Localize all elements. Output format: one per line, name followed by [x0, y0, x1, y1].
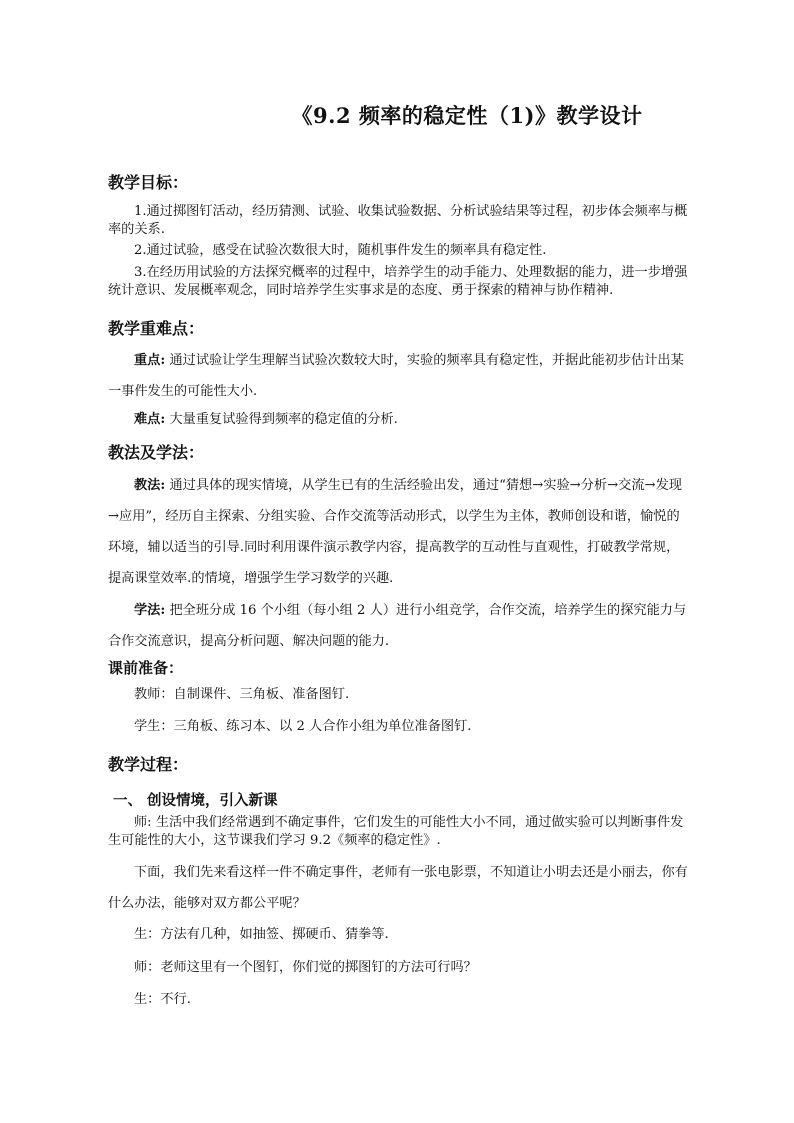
key-point-paragraph — [108, 345, 692, 407]
process-heading: 教学过程： — [108, 755, 189, 774]
difficulty-text: 大量重复试验得到频率的稳定值的分析. — [165, 412, 398, 427]
key-point-text: 通过试验让学生理解当试验次数较大时，实验的频率具有稳定性，并据此能初步估计出某一事件发生的可能性大小. — [108, 353, 684, 399]
key-point-label: 重点: — [134, 353, 166, 368]
teaching-method-text: 通过具体的现实情境，从学生已有的生活经验出发，通过“猜想→实验→分析→交流→发现→应用”，经历自主探索、分组实验、合作交流等活动形式，以学生为主体，教师创设和谐，愉悦的环境，辅以适当的引导.同时利用课件演示教学内容，提高教学的互动性与直观性，打破教学常规，提高课堂效率.的情境，增强学生学习数学的兴趣. — [108, 478, 682, 586]
process-paragraph-5: 生：不行. — [134, 992, 191, 1007]
process-paragraph-1: 师: 生活中我们经常遇到不确定事件，它们发生的可能性大小不同，通过做实验可以判断事件发生可能性的大小，这节课我们学习 9.2《频率的稳定性》. — [108, 815, 684, 848]
objective-item-2: 2.通过试验，感受在试验次数很大时，随机事件发生的频率具有稳定性. — [134, 243, 547, 258]
teaching-method-paragraph — [108, 470, 692, 594]
difficulty-label: 难点: — [134, 412, 166, 427]
teaching-method-label: 教法: — [134, 478, 166, 493]
objective-item-3: 3.在经历用试验的方法探究概率的过程中，培养学生的动手能力、处理数据的能力，进一步增强统计意识、发展概率观念，同时培养学生实事求是的态度、勇于探索的精神与协作精神. — [108, 265, 688, 298]
keypoints-heading: 教学重难点： — [108, 319, 205, 338]
objective-item-1: 1.通过掷图钉活动，经历猜测、试验、收集试验数据、分析试验结果等过程，初步体会频率与概率的关系. — [108, 204, 688, 237]
difficulty-paragraph — [108, 404, 692, 435]
process-paragraph-3: 生：方法有几种，如抽签、掷硬币、猜拳等. — [134, 927, 389, 942]
learning-method-paragraph — [108, 595, 692, 657]
prep-teacher: 教师：自制课件、三角板、准备图钉. — [134, 687, 350, 702]
document-title: 《9.2 频率的稳定性（1)》教学设计 — [291, 103, 643, 128]
prep-heading: 课前准备： — [108, 659, 184, 677]
prep-student: 学生：三角板、练习本、以 2 人合作小组为单位准备图钉. — [134, 719, 472, 734]
methods-heading: 教法及学法： — [108, 443, 205, 462]
objectives-heading: 教学目标： — [108, 173, 189, 192]
learning-method-label: 学法: — [134, 603, 166, 618]
learning-method-text: 把全班分成 16 个小组（每小组 2 人）进行小组竞学，合作交流，培养学生的探究能力与合作交流意识，提高分析问题、解决问题的能力. — [108, 603, 687, 649]
section-1-heading: 一、 创设情境，引入新课 — [113, 792, 278, 809]
process-paragraph-4: 师：老师这里有一个图钉，你们觉的掷图钉的方法可行吗？ — [134, 960, 477, 975]
process-paragraph-2: 下面，我们先来看这样一件不确定事件，老师有一张电影票，不知道让小明去还是小丽去，你有什么办法，能够对双方都公平呢？ — [108, 865, 688, 911]
